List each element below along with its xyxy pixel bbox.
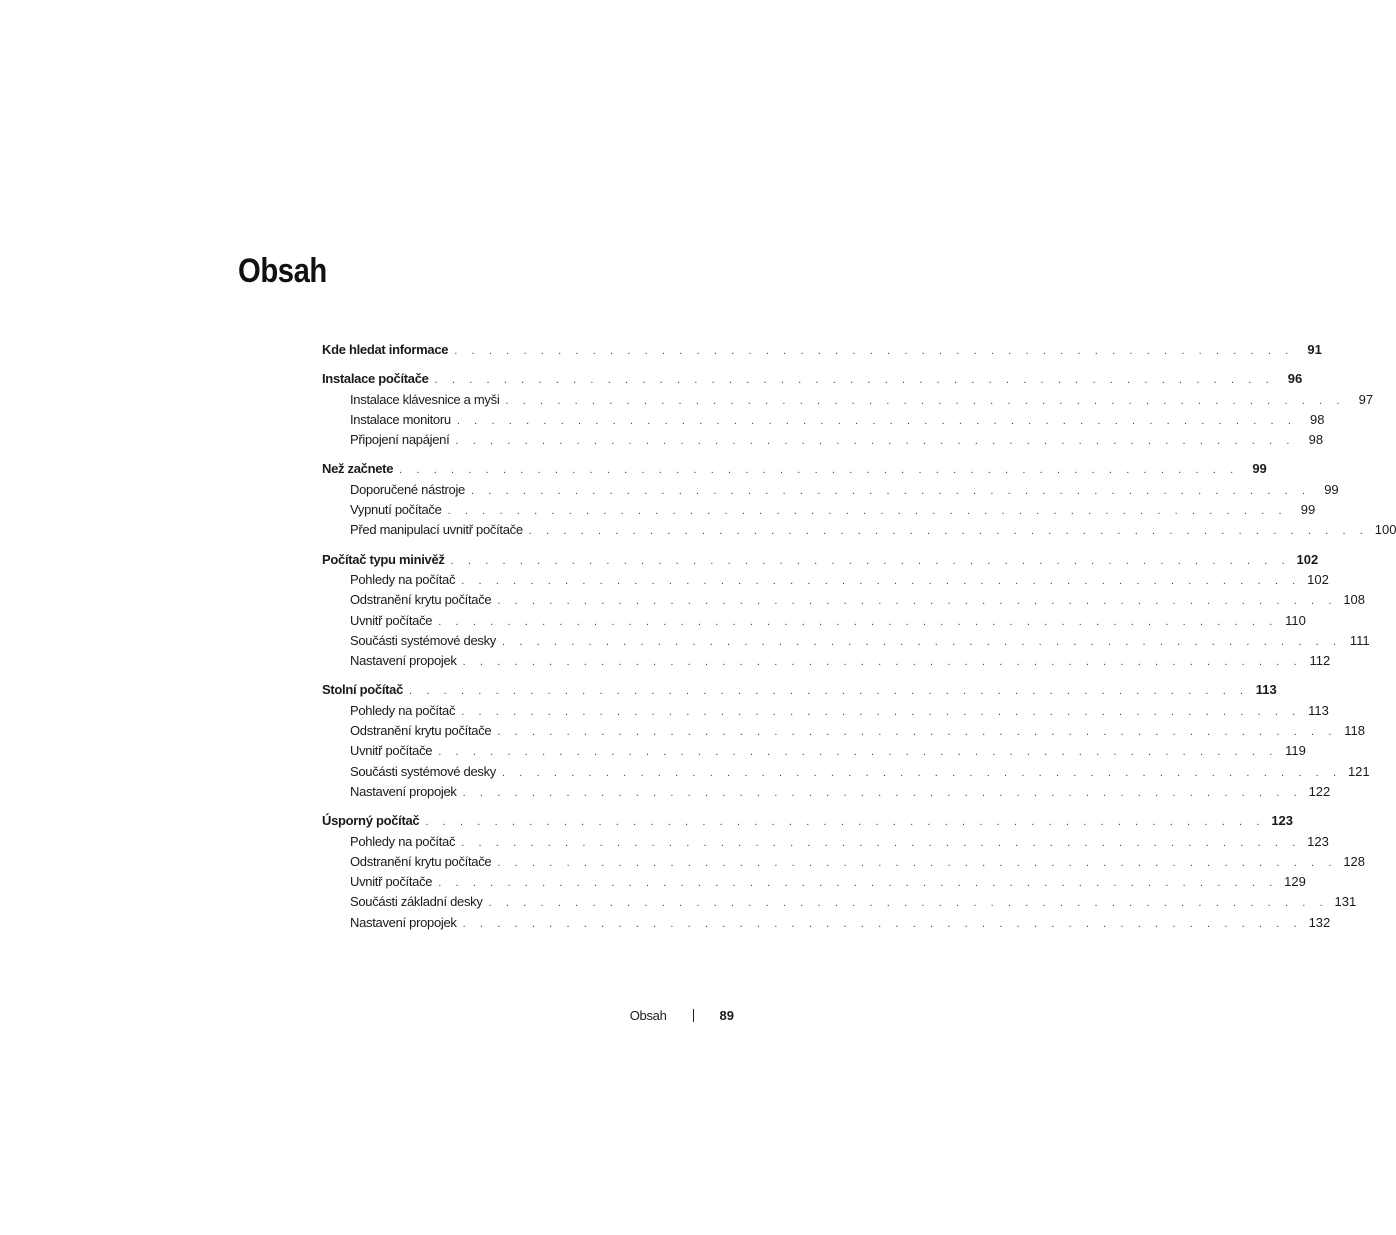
toc-entry-page: 119: [1285, 743, 1306, 759]
toc-leader-dots: . . . . . . . . . . . . . . . . . . . . . . . . . . . . . . . . . . . . . . . . . . . . . . . . .: [399, 464, 1239, 477]
page-title: Obsah: [238, 252, 327, 290]
toc-entry-page: 97: [1358, 391, 1374, 407]
toc-leader-dots: . . . . . . . . . . . . . . . . . . . . . . . . . . . . . . . . . . . . . . . . . . . . . . . . .: [501, 635, 1342, 648]
toc-entry-label: Nastavení propojek: [350, 783, 457, 799]
toc-entry-label: Instalace monitoru: [350, 411, 451, 427]
footer-title: Obsah: [629, 1008, 667, 1023]
toc-entry-label: Pohledy na počítač: [350, 702, 456, 718]
toc-entry-label: Součásti základní desky: [350, 894, 483, 910]
toc-entry-page: 123: [1307, 833, 1329, 849]
toc-entry[interactable]: [322, 480, 1339, 500]
toc-section[interactable]: [322, 550, 1319, 570]
toc-leader-dots: . . . . . . . . . . . . . . . . . . . . . . . . . . . . . . . . . . . . . . . . . . . . . . . . .: [497, 726, 1338, 739]
toc-entry-label: Před manipulací uvnitř počítače: [350, 522, 523, 538]
toc-section-label: Stolní počítač: [322, 682, 404, 698]
toc-leader-dots: . . . . . . . . . . . . . . . . . . . . . . . . . . . . . . . . . . . . . . . . . . . . . . . . .: [497, 595, 1338, 608]
toc-leader-dots: . . . . . . . . . . . . . . . . . . . . . . . . . . . . . . . . . . . . . . . . . . . . . . . . .: [471, 484, 1311, 497]
toc-entry-label: Doporučené nástroje: [350, 481, 465, 497]
toc-leader-dots: . . . . . . . . . . . . . . . . . . . . . . . . . . . . . . . . . . . . . . . . . . . . . . . . .: [462, 786, 1303, 799]
table-of-contents: [322, 340, 1396, 933]
toc-section-label: Úsporný počítač: [322, 813, 420, 829]
toc-entry[interactable]: [322, 520, 1396, 540]
toc-entry-label: Pohledy na počítač: [350, 833, 456, 849]
toc-entry-page: 108: [1343, 592, 1366, 608]
toc-entry-label: Uvnitř počítače: [350, 743, 433, 759]
footer-separator: [693, 1009, 694, 1022]
toc-entry-label: Pohledy na počítač: [350, 571, 456, 587]
toc-section-page: 96: [1287, 371, 1303, 387]
toc-entry-label: Nastavení propojek: [350, 653, 457, 669]
toc-entry-page: 99: [1300, 502, 1316, 518]
toc-entry-label: Připojení napájení: [350, 432, 450, 448]
toc-entry-label: Nastavení propojek: [350, 914, 457, 930]
toc-entry[interactable]: [322, 590, 1366, 610]
toc-entry[interactable]: [322, 852, 1366, 872]
toc-leader-dots: . . . . . . . . . . . . . . . . . . . . . . . . . . . . . . . . . . . . . . . . . . . . . . . . .: [455, 435, 1296, 448]
toc-leader-dots: . . . . . . . . . . . . . . . . . . . . . . . . . . . . . . . . . . . . . . . . . . . . . . . . .: [501, 766, 1342, 779]
toc-section[interactable]: [322, 459, 1267, 479]
toc-leader-dots: . . . . . . . . . . . . . . . . . . . . . . . . . . . . . . . . . . . . . . . . . . . . . . . . .: [454, 345, 1294, 357]
toc-entry[interactable]: [322, 701, 1329, 721]
toc-leader-dots: . . . . . . . . . . . . . . . . . . . . . . . . . . . . . . . . . . . . . . . . . . . . . . . . .: [438, 746, 1278, 759]
toc-section-label: Kde hledat informace: [322, 342, 449, 357]
toc-entry[interactable]: [322, 430, 1324, 450]
toc-entry-label: Odstranění krytu počítače: [350, 592, 492, 608]
toc-entry[interactable]: [322, 631, 1370, 651]
toc-section-page: 102: [1296, 551, 1319, 567]
toc-entry-label: Uvnitř počítače: [350, 612, 433, 628]
toc-entry-page: 100: [1374, 522, 1396, 538]
toc-entry-page: 111: [1349, 632, 1370, 648]
toc-entry-page: 118: [1344, 723, 1366, 739]
toc-section-page: 91: [1307, 342, 1322, 357]
toc-leader-dots: . . . . . . . . . . . . . . . . . . . . . . . . . . . . . . . . . . . . . . . . . . . . . . . . .: [497, 856, 1338, 869]
toc-entry-page: 132: [1308, 914, 1331, 930]
toc-entry[interactable]: [322, 892, 1357, 912]
toc-entry-page: 128: [1343, 853, 1366, 869]
toc-entry-label: Uvnitř počítače: [350, 874, 433, 890]
toc-entry[interactable]: [322, 913, 1331, 933]
toc-entry-label: Odstranění krytu počítače: [350, 723, 492, 739]
toc-entry-page: 98: [1310, 411, 1325, 427]
toc-entry-label: Vypnutí počítače: [350, 502, 442, 518]
toc-entry[interactable]: [322, 782, 1331, 802]
toc-entry[interactable]: [322, 611, 1306, 631]
page-footer: [600, 1007, 734, 1025]
toc-entry-label: Odstranění krytu počítače: [350, 853, 492, 869]
toc-leader-dots: . . . . . . . . . . . . . . . . . . . . . . . . . . . . . . . . . . . . . . . . . . . . . . . . .: [461, 574, 1301, 587]
toc-leader-dots: . . . . . . . . . . . . . . . . . . . . . . . . . . . . . . . . . . . . . . . . . . . . . . . . .: [505, 394, 1346, 407]
toc-entry-page: 98: [1308, 432, 1324, 448]
toc-entry[interactable]: [322, 500, 1316, 520]
toc-leader-dots: . . . . . . . . . . . . . . . . . . . . . . . . . . . . . . . . . . . . . . . . . . . . . . . . .: [462, 656, 1303, 669]
toc-section[interactable]: [322, 811, 1294, 831]
toc-leader-dots: . . . . . . . . . . . . . . . . . . . . . . . . . . . . . . . . . . . . . . . . . . . . . . . . .: [462, 917, 1303, 930]
toc-entry[interactable]: [322, 651, 1331, 671]
toc-leader-dots: . . . . . . . . . . . . . . . . . . . . . . . . . . . . . . . . . . . . . . . . . . . . . . . . .: [461, 705, 1301, 718]
toc-entry-label: Součásti systémové desky: [350, 632, 496, 648]
toc-entry[interactable]: [322, 390, 1374, 410]
toc-leader-dots: . . . . . . . . . . . . . . . . . . . . . . . . . . . . . . . . . . . . . . . . . . . . . . . . .: [409, 685, 1249, 698]
toc-entry[interactable]: [322, 570, 1329, 590]
toc-leader-dots: . . . . . . . . . . . . . . . . . . . . . . . . . . . . . . . . . . . . . . . . . . . . . . . . .: [434, 374, 1275, 387]
toc-entry-page: 110: [1285, 612, 1306, 628]
toc-entry[interactable]: [322, 762, 1370, 782]
toc-leader-dots: . . . . . . . . . . . . . . . . . . . . . . . . . . . . . . . . . . . . . . . . . . . . . . . . .: [450, 554, 1291, 567]
toc-entry[interactable]: [322, 741, 1306, 761]
toc-entry-page: 129: [1284, 874, 1306, 890]
toc-entry[interactable]: [322, 410, 1325, 430]
toc-leader-dots: . . . . . . . . . . . . . . . . . . . . . . . . . . . . . . . . . . . . . . . . . . . . . . . . .: [461, 836, 1301, 849]
toc-section-page: 123: [1271, 813, 1294, 829]
toc-section-label: Počítač typu minivěž: [322, 551, 445, 567]
toc-section-label: Než začnete: [322, 461, 394, 477]
toc-leader-dots: . . . . . . . . . . . . . . . . . . . . . . . . . . . . . . . . . . . . . . . . . . . . . . . . .: [438, 615, 1278, 628]
toc-entry-page: 131: [1334, 894, 1357, 910]
toc-leader-dots: . . . . . . . . . . . . . . . . . . . . . . . . . . . . . . . . . . . . . . . . . . . . . . . . .: [456, 414, 1297, 427]
toc-entry-page: 99: [1324, 481, 1339, 497]
toc-leader-dots: . . . . . . . . . . . . . . . . . . . . . . . . . . . . . . . . . . . . . . . . . . . . . . . . .: [488, 897, 1329, 910]
toc-entry-page: 122: [1308, 783, 1331, 799]
toc-section-page: 113: [1255, 682, 1277, 698]
toc-entry[interactable]: [322, 721, 1366, 741]
toc-entry[interactable]: [322, 872, 1306, 892]
toc-section-label: Instalace počítače: [322, 371, 429, 387]
toc-entry[interactable]: [322, 832, 1329, 852]
footer-page-number: 89: [719, 1008, 734, 1023]
toc-entry-label: Instalace klávesnice a myši: [350, 391, 500, 407]
toc-leader-dots: . . . . . . . . . . . . . . . . . . . . . . . . . . . . . . . . . . . . . . . . . . . . . . . . .: [447, 505, 1288, 518]
toc-leader-dots: . . . . . . . . . . . . . . . . . . . . . . . . . . . . . . . . . . . . . . . . . . . . . . . . .: [438, 877, 1278, 890]
toc-entry-label: Součásti systémové desky: [350, 763, 496, 779]
toc-entry-page: 113: [1308, 702, 1329, 718]
toc-entry-page: 102: [1307, 571, 1329, 587]
toc-section[interactable]: [322, 680, 1277, 700]
toc-leader-dots: . . . . . . . . . . . . . . . . . . . . . . . . . . . . . . . . . . . . . . . . . . . . . . . . .: [425, 816, 1266, 829]
toc-leader-dots: . . . . . . . . . . . . . . . . . . . . . . . . . . . . . . . . . . . . . . . . . . . . . . . . .: [528, 525, 1369, 538]
toc-section[interactable]: [322, 340, 1322, 360]
toc-entry-page: 112: [1309, 653, 1331, 669]
toc-entry-page: 121: [1347, 763, 1370, 779]
toc-section-page: 99: [1252, 461, 1267, 477]
toc-section[interactable]: [322, 369, 1303, 389]
